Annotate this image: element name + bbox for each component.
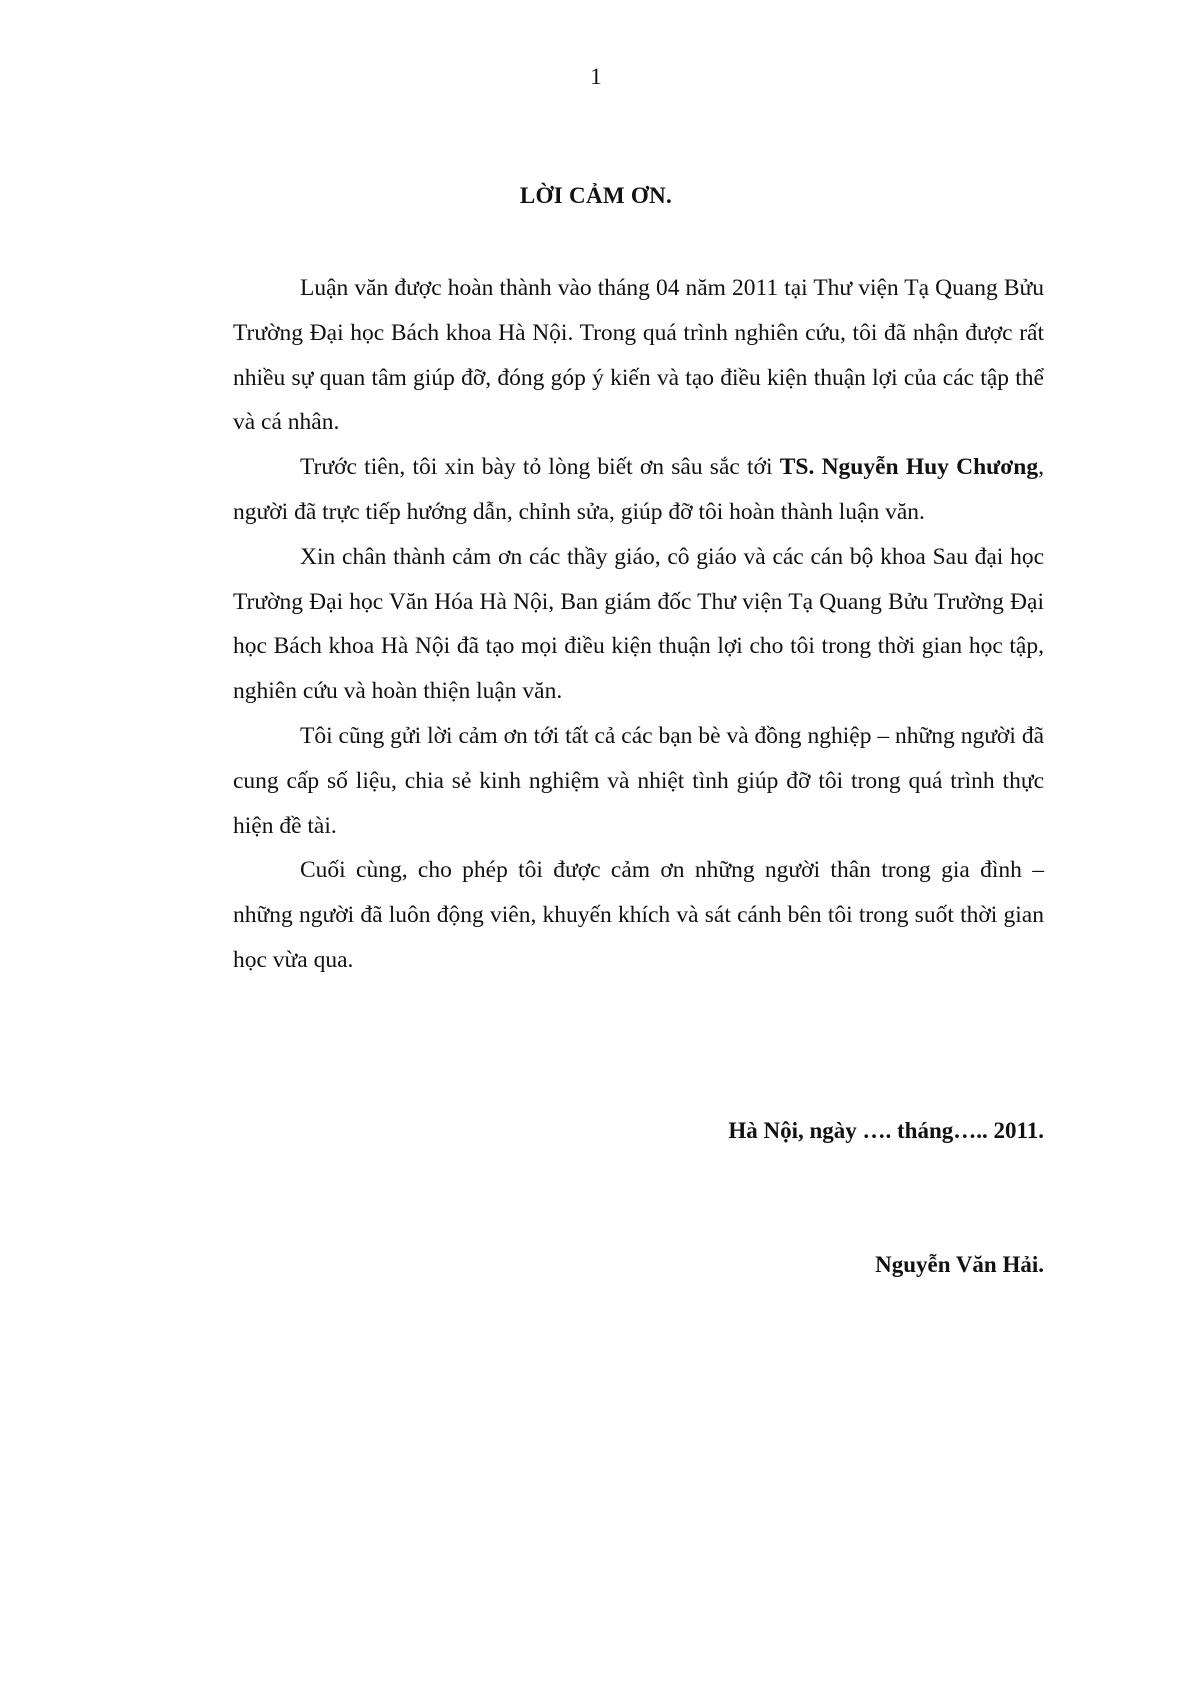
paragraph-5: Cuối cùng, cho phép tôi được cảm ơn những người thân trong gia đình – những người đã luôn động viên, khuyến khích và sát cánh bên tôi trong suốt thời gian học vừa qua. [233, 857, 1044, 973]
page-title: LỜI CẢM ƠN. [519, 183, 673, 208]
page-number: 1 [590, 64, 602, 89]
paragraph-4: Tôi cũng gửi lời cảm ơn tới tất cả các bạn bè và đồng nghiệp – những người đã cung cấp số liệu, chia sẻ kinh nghiệm và nhiệt tình giúp đỡ tôi trong quá trình thực hiện đề tài. [233, 722, 1044, 839]
paragraph-3: Xin chân thành cảm ơn các thầy giáo, cô giáo và các cán bộ khoa Sau đại học Trường Đại học Văn Hóa Hà Nội, Ban giám đốc Thư viện Tạ Quang Bửu Trường Đại học Bách khoa Hà Nội đã tạo mọi điều kiện thuận lợi cho tôi trong thời gian học tập, nghiên cứu và hoàn thiện luận văn. [233, 543, 1044, 705]
acknowledgement-body [233, 266, 1044, 983]
author-signature: Nguyễn Văn Hải. [875, 1252, 1044, 1277]
paragraph-2 [233, 445, 1044, 535]
paragraph-2-intro: Trước tiên, tôi xin bày tỏ lòng biết ơn sâu sắc tới [300, 454, 780, 481]
supervisor-name: TS. Nguyễn Huy Chương [779, 454, 1039, 481]
paragraph-2-rest: , người đã trực tiếp hướng dẫn, chỉnh sửa, giúp đỡ tôi hoàn thành luận văn. [233, 454, 1044, 525]
closing-date-line: Hà Nội, ngày …. tháng….. 2011. [728, 1118, 1044, 1143]
paragraph-1: Luận văn được hoàn thành vào tháng 04 năm 2011 tại Thư viện Tạ Quang Bửu Trường Đại học Bách khoa Hà Nội. Trong quá trình nghiên cứu, tôi đã nhận được rất nhiều sự quan tâm giúp đỡ, đóng góp ý kiến và tạo điều kiện thuận lợi của các tập thể và cá nhân. [233, 275, 1044, 436]
